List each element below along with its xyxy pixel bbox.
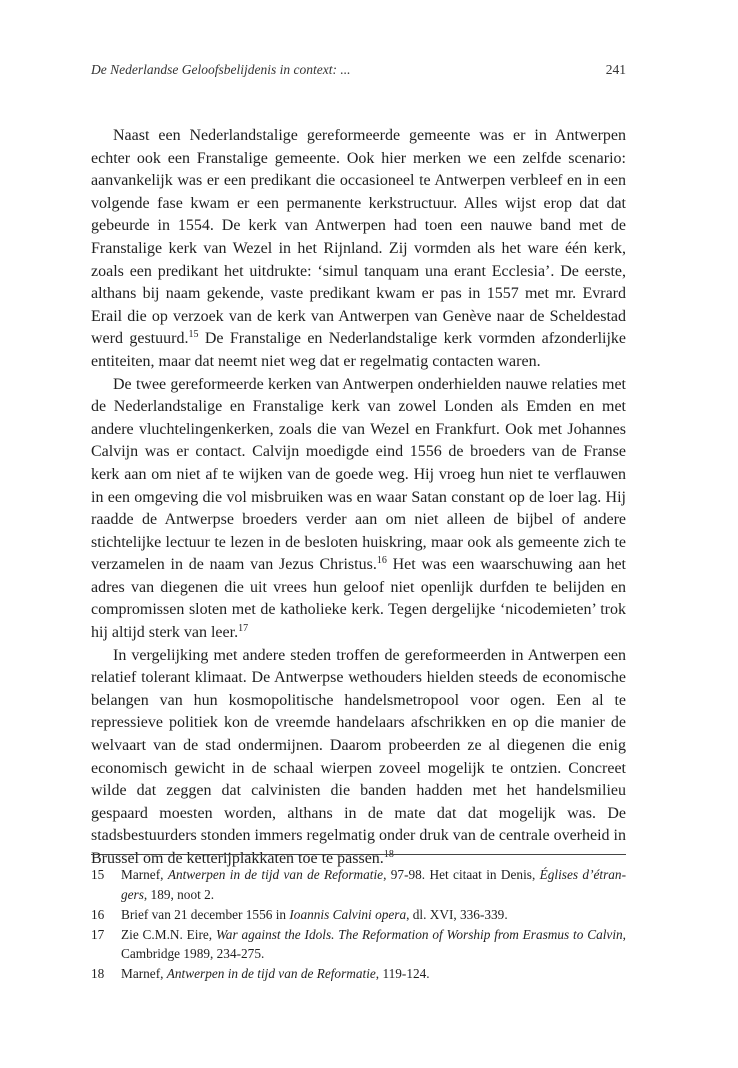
footnote-number: 16 [91, 906, 105, 922]
footnote-text: Marnef, [121, 867, 168, 882]
paragraph [91, 125, 626, 374]
footnote-ref: 17 [238, 623, 249, 635]
running-head-title: De Nederlandse Geloofsbelijdenis in context: ... [91, 62, 351, 77]
paragraph-text: Naast een Nederlandstalige gereformeerde gemeente was er in Antwerpen echter ook een Franstalige gemeente. Ook hier merken we een zelfde scenario: aanvankelijk was er een predikant die occasioneel te Antwerpen verbleef en in een volgende fase kwam er een permanente kerkstructuur. Alles wijst erop dat dat gebeurde in 1554. De kerk van Antwerpen had toen een nauwe band met de Franstalige kerk van Wezel in het Rijnland. Zij vormden als het ware één kerk, zoals een predikant het uitdrukte: ‘simul tanquam una erant Ecclesia’. De eerste, althans bij naam gekende, vaste predikant kwam er pas in 1557 met mr. Evrard Erail die op verzoek van de kerk van Antwerpen van Genève naar de Scheldestad werd gestuurd. [91, 127, 626, 348]
footnote-ref: 16 [376, 555, 387, 567]
footnote-text: , 97-98. Het citaat in Denis, [383, 867, 540, 882]
footnote-ref: 18 [383, 849, 394, 860]
footnote [91, 865, 626, 904]
footnote-title: Antwerpen in de tijd van de Reformatie [167, 867, 384, 882]
footnote-text: Brief van 21 december 1556 in [121, 906, 290, 922]
footnote-number: 15 [91, 867, 105, 882]
footnote-text: , dl. XVI, 336-339. [406, 906, 508, 922]
footnote-title: Ioannis Calvini opera [289, 906, 407, 922]
page-number: 241 [605, 62, 626, 77]
footnote-text: , Cambridge 1989, 234-275. [121, 926, 626, 961]
footnote-number: 18 [91, 966, 105, 981]
footnote-divider [91, 854, 626, 855]
running-head [91, 62, 626, 78]
footnote-title: War against the Idols. The Reformation of Worship from Erasmus to Calvin [215, 926, 623, 942]
footnotes [91, 865, 626, 984]
footnote-text: Marnef, [121, 966, 167, 981]
footnote-ref: 15 [188, 329, 199, 341]
footnote-title: Antwerpen in de tijd van de Reformatie [166, 966, 376, 981]
footnote-title: Églises d’étrangers [121, 867, 626, 902]
paragraph [91, 645, 626, 871]
paragraph-text: Het was een waarschuwing aan het adres van diegenen die uit vrees hun geloof niet openlijk durfden te belijden en compromissen sloten met de katholieke kerk. Tegen dergelijke ‘nicodemieten’ trok hij altijd sterk van leer. [91, 556, 626, 642]
paragraph [91, 374, 626, 645]
body-text [91, 125, 626, 871]
paragraph-text: De twee gereformeerde kerken van Antwerpen onderhielden nauwe relaties met de Nederlandstalige en Franstalige kerk van zowel Londen als Emden en met andere vluchtelingenkerken, zoals die van Wezel en Frankfurt. Ook met Johannes Calvijn was er contact. Calvijn moedigde eind 1556 de broeders van de Franse kerk aan om niet af te wijken van de goede weg. Hij vroeg hun niet te verflauwen in een omgeving die vol misbruiken was en waar Satan constant op de loer lag. Hij raadde de Antwerpse broeders verder aan om niet alleen de bijbel of andere stichtelijke lectuur te lezen in de besloten huiskring, maar ook als gemeente zich te verzamelen in de naam van Jezus Christus. [91, 375, 626, 574]
footnote [91, 964, 626, 984]
footnote-number: 17 [91, 926, 105, 942]
footnote-text: Zie C.M.N. Eire, [121, 926, 216, 942]
paragraph-text: In vergelijking met andere steden troffen de gereformeerden in Antwerpen een relatief tolerant klimaat. De Antwerpse wethouders hielden steeds de economische belangen van hun kosmopolitische handelsmetropool voor ogen. Een al te repressieve politiek kon de vreemde handelaars afschrikken en op die manier de welvaart van de stad ondermijnen. Daarom probeerden ze al diegenen die enig economisch gewicht in de schaal wierpen zoveel mogelijk te ontzien. Concreet wilde dat zeggen dat calvinisten die banden hadden met het handelsmilieu gespaard moesten worden, althans in de mate dat dat mogelijk was. De stadsbestuurders stonden immers regelmatig onder druk van de centrale overheid in Brussel om de ketterijplakkaten toe te passen. [91, 646, 626, 867]
footnote-text: , 119-124. [375, 966, 430, 981]
footnote [91, 905, 626, 925]
paragraph-text: De Franstalige en Nederlandstalige kerk vormden afzonderlijke entiteiten, maar dat neemt niet weg dat er regelmatig contacten waren. [91, 330, 627, 370]
footnote-text: , 189, noot 2. [143, 886, 215, 902]
footnote [91, 925, 626, 964]
